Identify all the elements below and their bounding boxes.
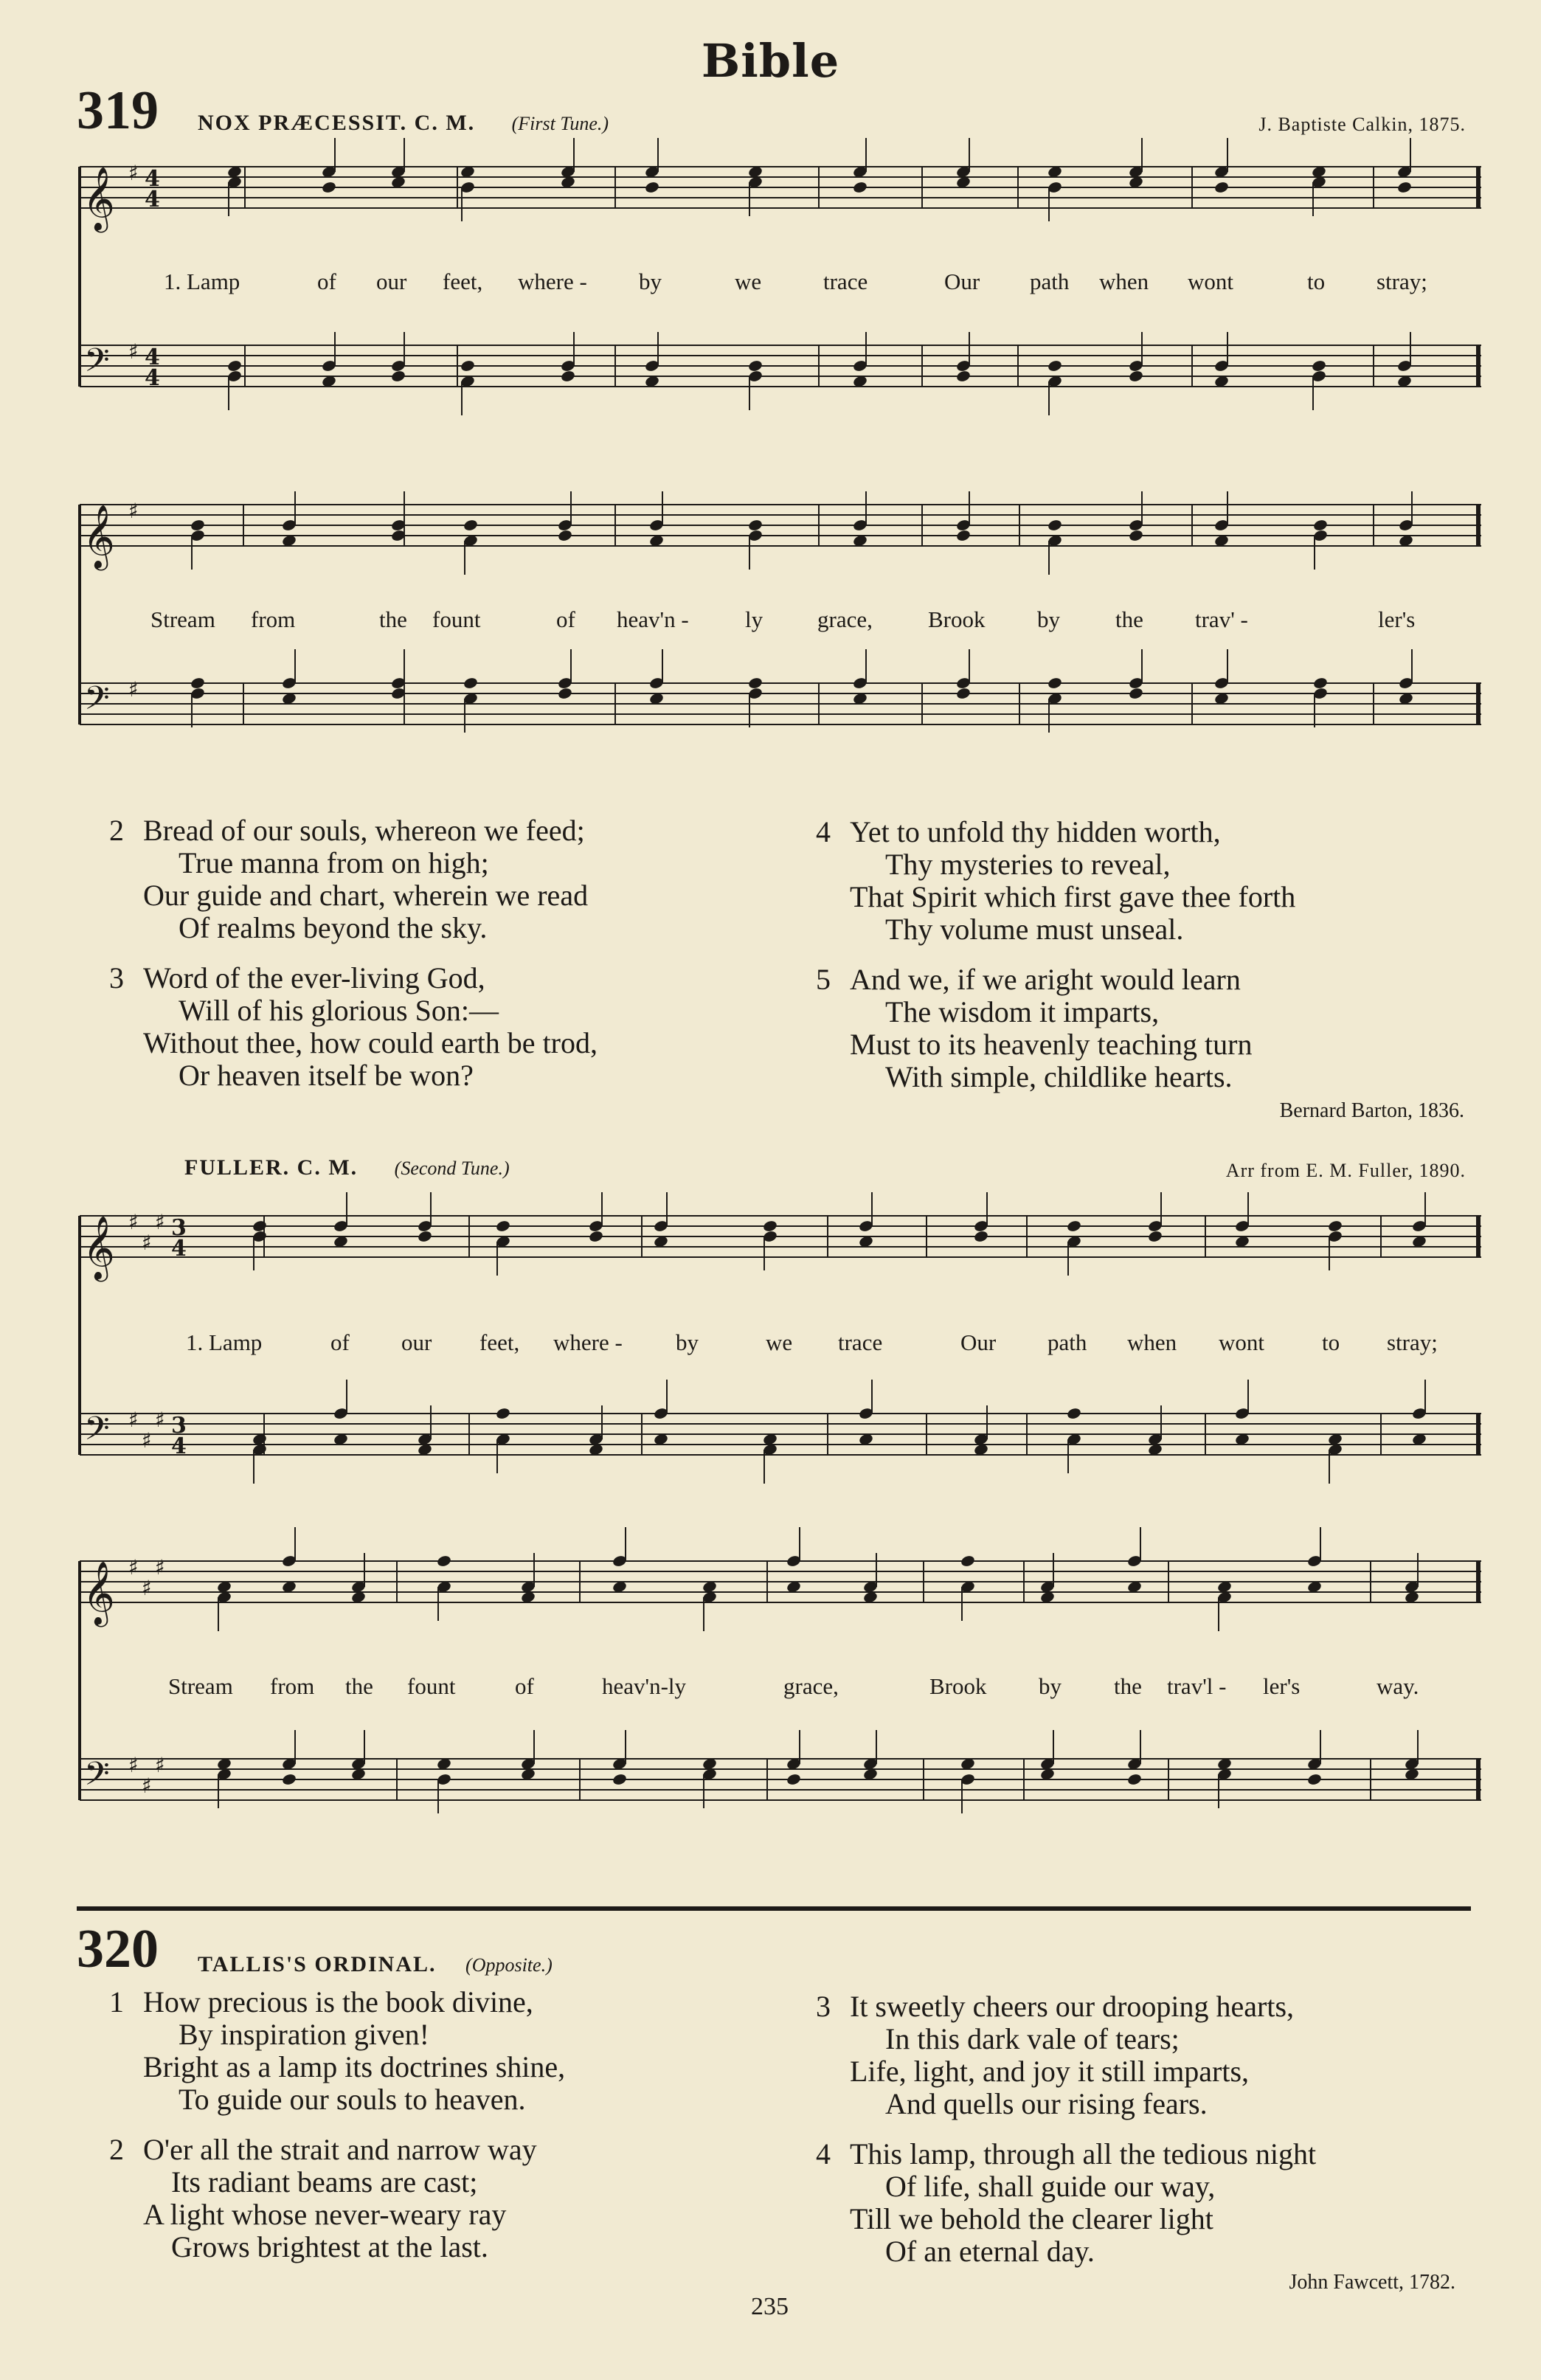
- tune1-sys2-treble-notehead: [955, 529, 971, 542]
- time-signature-bottom: 4: [145, 365, 160, 391]
- tune1-sys2-bass-notehead: [1128, 687, 1143, 700]
- tune1-sys2-treble-notehead: [190, 519, 205, 532]
- verse-line: Life, light, and joy it still imparts,: [850, 2055, 1250, 2088]
- lyric-syllable: where -: [518, 269, 587, 294]
- tune1-sys1-bass-notehead: [1128, 370, 1143, 383]
- tune1-sys2-bass-notehead: [190, 677, 205, 690]
- verse-320-2: [109, 2134, 537, 2263]
- tune2-sys1-treble-notehead: [495, 1220, 510, 1233]
- tune2-sys1-treble-notehead: [1066, 1220, 1081, 1233]
- tune2-sys1-treble-notehead: [252, 1220, 267, 1233]
- verse-line: Our guide and chart, wherein we read: [143, 879, 589, 912]
- tune2-sys1-bass-notehead: [495, 1407, 510, 1420]
- lyric-syllable: from: [270, 1673, 315, 1699]
- verse-line: This lamp, through all the tedious night: [850, 2137, 1317, 2170]
- hymn-number-319: 319: [77, 80, 159, 141]
- verse-5: [816, 964, 1252, 1093]
- key-sharp-icon: ♯: [128, 339, 139, 364]
- verse-line: Its radiant beams are cast;: [171, 2165, 478, 2199]
- time-signature-top: 3: [171, 1215, 187, 1241]
- lyric-syllable: the: [1115, 606, 1143, 632]
- tune2-sys2-treble-notehead: [960, 1554, 975, 1568]
- tune-alt-320: (Opposite.): [465, 1954, 553, 1976]
- verse-line: Yet to unfold thy hidden worth,: [850, 815, 1221, 848]
- lyric-syllable: by: [1037, 606, 1060, 632]
- key-sharp-icon: ♯: [128, 161, 139, 185]
- key-sharp-icon: ♯: [142, 1231, 152, 1255]
- tune1-sys1-bass-notehead: [560, 370, 575, 383]
- lyric-syllable: Brook: [928, 606, 986, 632]
- verse-line: The wisdom it imparts,: [885, 995, 1160, 1028]
- tune1-sys2-bass-notehead: [955, 687, 971, 700]
- verse-number: 3: [816, 1990, 831, 2023]
- tune1-sys1-bass-notehead: [1311, 359, 1326, 373]
- tune2-sys2-bass-notehead: [612, 1773, 627, 1786]
- section-divider: [77, 1906, 1471, 1911]
- key-sharp-icon: ♯: [155, 1210, 165, 1234]
- lyric-syllable: when: [1099, 269, 1149, 294]
- lyric-syllable: wont: [1219, 1329, 1264, 1355]
- lyric-syllable: Stream: [150, 606, 215, 632]
- lyric-syllable: to: [1307, 269, 1326, 294]
- verse-line: Till we behold the clearer light: [850, 2202, 1213, 2235]
- verse-320-1: [109, 1986, 565, 2116]
- author-320: John Fawcett, 1782.: [1289, 2271, 1455, 2294]
- lyric-syllable: Brook: [929, 1673, 987, 1699]
- verse-line: Thy mysteries to reveal,: [885, 848, 1171, 881]
- verse-line: Bread of our souls, whereon we feed;: [143, 814, 585, 847]
- lyric-syllable: when: [1127, 1329, 1177, 1355]
- verse-line: Or heaven itself be won?: [179, 1059, 474, 1092]
- verse-line: Word of the ever-living God,: [143, 961, 485, 994]
- verse-line: How precious is the book divine,: [143, 1985, 533, 2018]
- tune2-sys1-treble-notehead: [417, 1230, 432, 1243]
- composer-1: J. Baptiste Calkin, 1875.: [1258, 114, 1466, 135]
- verse-line: By inspiration given!: [179, 2018, 429, 2051]
- lyric-syllable: of: [515, 1673, 534, 1699]
- lyric-syllable: of: [556, 606, 575, 632]
- key-sharp-icon: ♯: [128, 1753, 139, 1777]
- time-signature-bottom: 4: [145, 187, 160, 212]
- key-sharp-icon: ♯: [155, 1408, 165, 1432]
- time-signature-bottom: 4: [171, 1236, 187, 1262]
- treble-clef-icon: 𝄞: [83, 505, 115, 568]
- lyric-syllable: fount: [432, 606, 481, 632]
- verse-line: It sweetly cheers our drooping hearts,: [850, 1990, 1295, 2023]
- lyric-syllable: trace: [823, 269, 868, 294]
- verse-line: Of life, shall guide our way,: [885, 2170, 1216, 2203]
- lyric-syllable: grace,: [817, 606, 873, 632]
- tune-title-2: [184, 1155, 510, 1180]
- composer-2: Arr from E. M. Fuller, 1890.: [1225, 1160, 1466, 1181]
- lyric-syllable: the: [345, 1673, 373, 1699]
- lyric-syllable: trace: [838, 1329, 883, 1355]
- lyric-syllable: we: [735, 269, 762, 294]
- treble-clef-icon: 𝄞: [83, 167, 115, 230]
- tune2-sys1-treble-notehead: [762, 1220, 778, 1233]
- verse-line: Bright as a lamp its doctrines shine,: [143, 2050, 566, 2083]
- key-sharp-icon: ♯: [142, 1576, 152, 1600]
- tune2-sys2-bass-notehead: [1126, 1773, 1142, 1786]
- verse-number: 3: [109, 961, 124, 994]
- lyric-syllable: by: [676, 1329, 699, 1355]
- lyric-syllable: 1. Lamp: [164, 269, 240, 294]
- tune1-sys1-bass-notehead: [955, 370, 971, 383]
- lyric-syllable: heav'n -: [617, 606, 689, 632]
- tune1-sys1-treble-notehead: [644, 181, 659, 194]
- tune2-sys2-bass-notehead: [281, 1773, 297, 1786]
- lyric-syllable: Our: [960, 1329, 997, 1355]
- verse-line: In this dark vale of tears;: [885, 2022, 1180, 2055]
- tune2-sys1-treble-notehead: [1327, 1220, 1343, 1233]
- bass-clef-icon: 𝄢: [84, 1409, 110, 1456]
- tune1-sys1-bass-notehead: [460, 359, 475, 373]
- verse-line: Of an eternal day.: [885, 2235, 1095, 2268]
- lyric-syllable: ler's: [1263, 1673, 1301, 1699]
- verse-number: 4: [816, 815, 831, 848]
- treble-clef-icon: 𝄞: [83, 1216, 115, 1279]
- lyric-syllable: ler's: [1378, 606, 1416, 632]
- verse-line: Must to its heavenly teaching turn: [850, 1028, 1253, 1061]
- tune1-sys2-treble-notehead: [557, 529, 572, 542]
- tune1-sys2-treble-notehead: [463, 519, 478, 532]
- key-sharp-icon: ♯: [128, 1210, 139, 1234]
- key-sharp-icon: ♯: [128, 499, 139, 523]
- lyric-syllable: where -: [553, 1329, 623, 1355]
- lyric-syllable: fount: [407, 1673, 456, 1699]
- verse-line: And quells our rising fears.: [885, 2087, 1208, 2120]
- lyric-syllable: of: [330, 1329, 350, 1355]
- lyric-syllable: stray;: [1387, 1329, 1438, 1355]
- tune1-sys1-treble-notehead: [1213, 181, 1229, 194]
- tune1-sys2-bass-notehead: [463, 677, 478, 690]
- tune-name-1: NOX PRÆCESSIT. C. M.: [198, 111, 476, 135]
- key-sharp-icon: ♯: [155, 1753, 165, 1777]
- lyric-syllable: path: [1047, 1329, 1087, 1355]
- tune1-sys2-treble-notehead: [747, 519, 763, 532]
- key-sharp-icon: ♯: [142, 1774, 152, 1798]
- verse-line: A light whose never-weary ray: [143, 2198, 507, 2231]
- tune-name-2: FULLER. C. M.: [184, 1155, 359, 1180]
- verse-line: And we, if we aright would learn: [850, 963, 1241, 996]
- lyric-syllable: by: [639, 269, 662, 294]
- time-signature-bottom: 4: [171, 1433, 187, 1459]
- tune2-sys1-bass-notehead: [1066, 1407, 1081, 1420]
- key-sharp-icon: ♯: [128, 1408, 139, 1432]
- verse-number: 2: [109, 2133, 124, 2166]
- lyric-syllable: stray;: [1376, 269, 1427, 294]
- lyric-syllable: wont: [1188, 269, 1233, 294]
- tune1-sys2-treble-notehead: [1047, 519, 1062, 532]
- key-sharp-icon: ♯: [128, 677, 139, 702]
- tune1-sys1-treble-notehead: [321, 181, 336, 194]
- lyric-syllable: ly: [745, 606, 763, 632]
- tune1-sys1-treble-notehead: [852, 181, 868, 194]
- time-signature-top: 4: [145, 345, 160, 370]
- lyric-syllable: 1. Lamp: [186, 1329, 263, 1355]
- verse-line: Without thee, how could earth be trod,: [143, 1026, 598, 1059]
- tune1-sys1-bass-notehead: [747, 359, 763, 373]
- lyric-syllable: trav' -: [1195, 606, 1248, 632]
- key-sharp-icon: ♯: [142, 1428, 152, 1453]
- tune2-sys2-bass-notehead: [786, 1773, 801, 1786]
- tune1-sys2-bass-notehead: [1312, 677, 1328, 690]
- tune-title-320: [198, 1952, 553, 1977]
- verse-line: Will of his glorious Son:—: [179, 994, 499, 1027]
- lyric-syllable: Stream: [168, 1673, 233, 1699]
- verse-number: 4: [816, 2137, 831, 2170]
- key-sharp-icon: ♯: [155, 1555, 165, 1580]
- verse-line: True manna from on high;: [179, 846, 489, 879]
- bass-clef-icon: 𝄢: [84, 1754, 110, 1801]
- verse-320-4: [816, 2138, 1316, 2268]
- tune2-sys1-treble-notehead: [588, 1230, 603, 1243]
- tune2-sys1-treble-notehead: [1147, 1230, 1163, 1243]
- hymn-number-320: 320: [77, 1919, 159, 1979]
- lyric-syllable: our: [401, 1329, 432, 1355]
- lyric-syllable: the: [1114, 1673, 1142, 1699]
- lyric-syllable: to: [1322, 1329, 1340, 1355]
- tune1-sys2-treble-notehead: [1312, 519, 1328, 532]
- verse-line: To guide our souls to heaven.: [179, 2083, 526, 2116]
- tune1-sys2-bass-notehead: [1047, 677, 1062, 690]
- tune-alt-2: (Second Tune.): [394, 1158, 510, 1179]
- lyric-syllable: feet,: [479, 1329, 520, 1355]
- key-sharp-icon: ♯: [128, 1555, 139, 1580]
- lyric-syllable: path: [1030, 269, 1070, 294]
- verse-number: 5: [816, 963, 831, 996]
- time-signature-top: 3: [171, 1413, 187, 1439]
- verse-line: Thy volume must unseal.: [885, 913, 1184, 946]
- lyric-syllable: feet,: [443, 269, 483, 294]
- page-header: Bible: [701, 34, 840, 88]
- tune1-sys2-bass-notehead: [747, 677, 763, 690]
- lyric-syllable: heav'n-ly: [602, 1673, 687, 1699]
- lyric-syllable: from: [251, 606, 296, 632]
- time-signature-top: 4: [145, 166, 160, 192]
- bass-clef-icon: 𝄢: [84, 679, 110, 725]
- verse-line: O'er all the strait and narrow way: [143, 2133, 537, 2166]
- tune1-sys1-bass-notehead: [1047, 359, 1062, 373]
- lyric-syllable: by: [1039, 1673, 1062, 1699]
- verse-3: [109, 962, 598, 1092]
- tune2-sys1-treble-notehead: [973, 1230, 988, 1243]
- verse-4: [816, 816, 1295, 946]
- verse-320-3: [816, 1990, 1294, 2120]
- lyric-syllable: trav'l -: [1167, 1673, 1227, 1699]
- lyric-syllable: way.: [1376, 1673, 1419, 1699]
- tune1-sys2-treble-notehead: [1128, 529, 1143, 542]
- lyric-syllable: we: [766, 1329, 793, 1355]
- lyric-syllable: of: [317, 269, 336, 294]
- tune-alt-1: (First Tune.): [511, 113, 609, 134]
- lyric-syllable: the: [379, 606, 407, 632]
- page-number: 235: [751, 2293, 789, 2320]
- tune1-sys1-bass-notehead: [226, 359, 242, 373]
- verse-number: 1: [109, 1985, 124, 2018]
- lyric-syllable: grace,: [783, 1673, 839, 1699]
- tune1-sys2-bass-notehead: [557, 687, 572, 700]
- tune1-sys1-treble-notehead: [1396, 181, 1412, 194]
- verse-line: Of realms beyond the sky.: [179, 911, 488, 944]
- treble-clef-icon: 𝄞: [83, 1561, 115, 1625]
- tune2-sys2-treble-notehead: [436, 1554, 451, 1568]
- author-319: Bernard Barton, 1836.: [1279, 1099, 1464, 1122]
- bass-clef-icon: 𝄢: [84, 341, 110, 387]
- tune-name-320: TALLIS'S ORDINAL.: [198, 1952, 437, 1976]
- verse-number: 2: [109, 814, 124, 847]
- tune1-sys1-bass-notehead: [390, 370, 406, 383]
- verse-line: Grows brightest at the last.: [171, 2230, 488, 2263]
- verse-line: With simple, childlike hearts.: [885, 1060, 1233, 1093]
- tune2-sys2-bass-notehead: [1306, 1773, 1322, 1786]
- lyric-syllable: Our: [944, 269, 980, 294]
- verse-2: [109, 814, 588, 944]
- verse-line: That Spirit which first gave thee forth: [850, 880, 1296, 913]
- lyric-syllable: our: [376, 269, 407, 294]
